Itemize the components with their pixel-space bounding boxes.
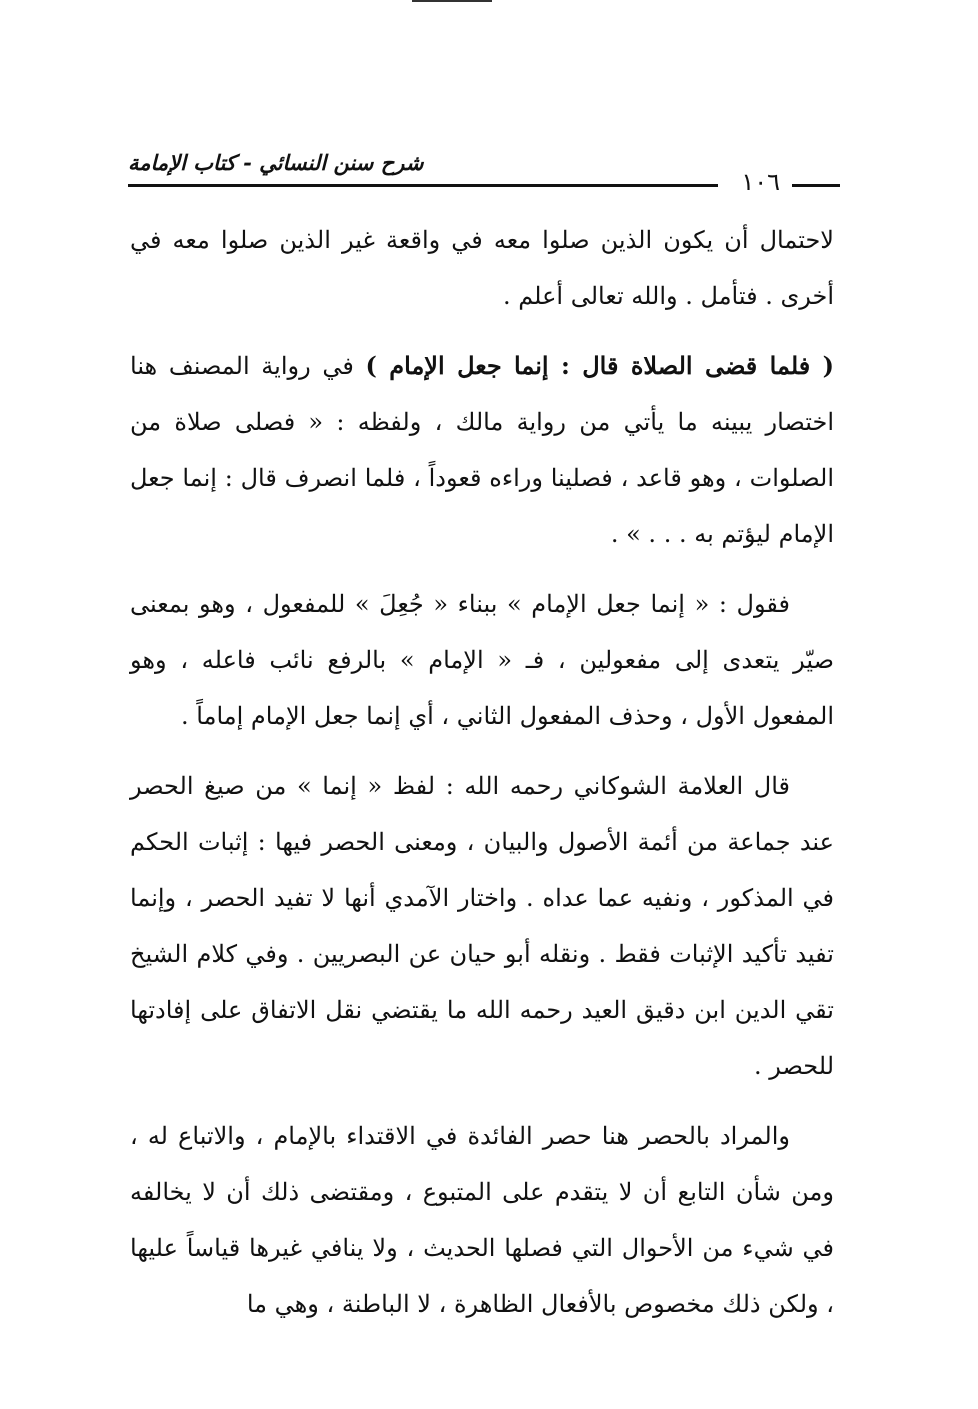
page-body [130, 212, 834, 1346]
paragraph-3-text: فقول : « إنما جعل الإمام » ببناء « جُعِلَ » للمفعول ، وهو بمعنى صيّر يتعدى إلى مفعولين ، فـ « الإمام » بالرفع نائب فاعله ، وهو المفعول الأول ، وحذف المفعول الثاني ، أي إنما جعل الإمام إماماً . [130, 590, 834, 730]
top-edge-rule [412, 0, 492, 2]
paragraph-4 [130, 758, 834, 1094]
paragraph-5-text: والمراد بالحصر هنا حصر الفائدة في الاقتداء بالإمام ، والاتباع له ، ومن شأن التابع أن لا يتقدم على المتبوع ، ومقتضى ذلك أن لا يخالفه في شيء من الأحوال التي فصلها الحديث ، ولا ينافي غيرها قياساً عليها ، ولكن ذلك مخصوص بالأفعال الظاهرة ، لا الباطنة ، وهي ما [130, 1122, 834, 1318]
running-header [128, 150, 840, 200]
paragraph-4-text: قال العلامة الشوكاني رحمه الله : لفظ « إنما » من صيغ الحصر عند جماعة من أئمة الأصول والبيان ، ومعنى الحصر فيها : إثبات الحكم في المذكور ، ونفيه عما عداه . واختار الآمدي أنها لا تفيد الحصر ، وإنما تفيد تأكيد الإثبات فقط . ونقله أبو حيان عن البصريين . وفي كلام الشيخ تقي الدين ابن دقيق العيد رحمه الله ما يقتضي نقل الاتفاق على إفادتها للحصر . [130, 772, 834, 1080]
paragraph-2-text: في رواية المصنف هنا اختصار يبينه ما يأتي من رواية مالك ، ولفظه : « فصلى صلاة من الصلوات ، وهو قاعد ، فصلينا وراءه قعوداً ، فلما انصرف قال : إنما جعل الإمام ليؤتم به . . . » . [130, 352, 834, 548]
header-rule-right [792, 184, 840, 187]
paragraph-2 [130, 338, 834, 562]
hadith-lead-text: ( فلما قضى الصلاة قال : إنما جعل الإمام ) [365, 351, 834, 380]
paragraph-1 [130, 212, 834, 324]
paragraph-5 [130, 1108, 834, 1332]
paragraph-1-text: لاحتمال أن يكون الذين صلوا معه في واقعة غير الذين صلوا معه في أخرى . فتأمل . والله تعالى أعلم . [130, 226, 834, 310]
paragraph-3 [130, 576, 834, 744]
page-number: ١٠٦ [741, 168, 780, 196]
running-title: شرح سنن النسائي - كتاب الإمامة [128, 150, 424, 175]
header-rule-left [128, 184, 718, 187]
